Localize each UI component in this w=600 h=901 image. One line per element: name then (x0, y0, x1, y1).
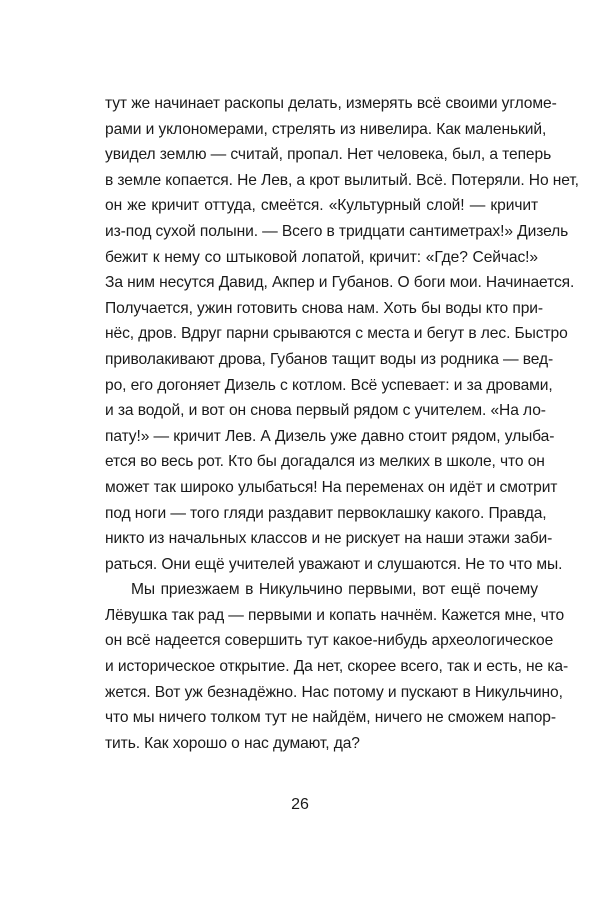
text-line-19: раться. Они ещё учителей уважают и слушаются. Не то что мы. (105, 555, 563, 573)
text-line-7: бежит к нему со штыковой лопатой, кричит: «Где? Сейчас!» (105, 248, 538, 266)
text-line-12: ро, его догоняет Дизель с котлом. Всё успевает: и за дровами, (105, 376, 553, 394)
text-line-2: рами и уклономерами, стрелять из нивелира. Как маленький, (105, 120, 547, 138)
body-text (105, 91, 579, 756)
text-line-10: нёс, дров. Вдруг парни срываются с места и бегут в лес. Быстро (105, 325, 568, 343)
text-line-24: жется. Вот уж безнадёжно. Нас потому и пускают в Никульчино, (105, 683, 563, 701)
text-line-26: тить. Как хорошо о нас думают, да? (105, 734, 360, 752)
text-line-8: За ним несутся Давид, Акпер и Губанов. О боги мои. Начинается. (105, 274, 575, 292)
text-line-13: и за водой, и вот он снова первый рядом с учителем. «На ло- (105, 402, 546, 420)
text-line-4: в земле копается. Не Лев, а крот вылитый. Всё. Потеряли. Но нет, (105, 171, 579, 189)
text-line-25: что мы ничего толком тут не найдём, ничего не сможем напор- (105, 709, 556, 727)
text-line-17: под ноги — того гляди раздавит первоклашку какого. Правда, (105, 504, 547, 522)
text-line-9: Получается, ужин готовить снова нам. Хоть бы воды кто при- (105, 299, 543, 317)
text-line-16: может так широко улыбаться! На переменах он идёт и смотрит (105, 478, 558, 496)
text-line-15: ется во весь рот. Кто бы догадался из мелких в школе, что он (105, 453, 545, 471)
text-line-14: пату!» — кричит Лев. А Дизель уже давно стоит рядом, улыба- (105, 427, 555, 445)
text-line-6: из-под сухой полыни. — Всего в тридцати сантиметрах!» Дизель (105, 222, 569, 240)
text-line-11: приволакивают дрова, Губанов тащит воды из родника — вед- (105, 350, 554, 368)
text-line-3: увидел землю — считай, пропал. Нет человека, был, а теперь (105, 146, 552, 164)
page-number: 26 (291, 796, 309, 813)
text-line-21: Лёвушка так рад — первыми и копать начнём. Кажется мне, что (105, 606, 565, 624)
text-line-1: тут же начинает раскопы делать, измерять всё своими угломе- (105, 95, 557, 112)
text-line-22: он всё надеется совершить тут какое-нибудь археологическое (105, 632, 554, 650)
text-line-5: он же кричит оттуда, смеётся. «Культурный слой! — кричит (105, 197, 538, 215)
text-line-18: никто из начальных классов и не рискует на наши этажи заби- (105, 530, 553, 548)
text-line-20: Мы приезжаем в Никульчино первыми, вот ещё почему (131, 581, 538, 599)
text-line-23: и историческое открытие. Да нет, скорее всего, так и есть, не ка- (105, 658, 569, 676)
